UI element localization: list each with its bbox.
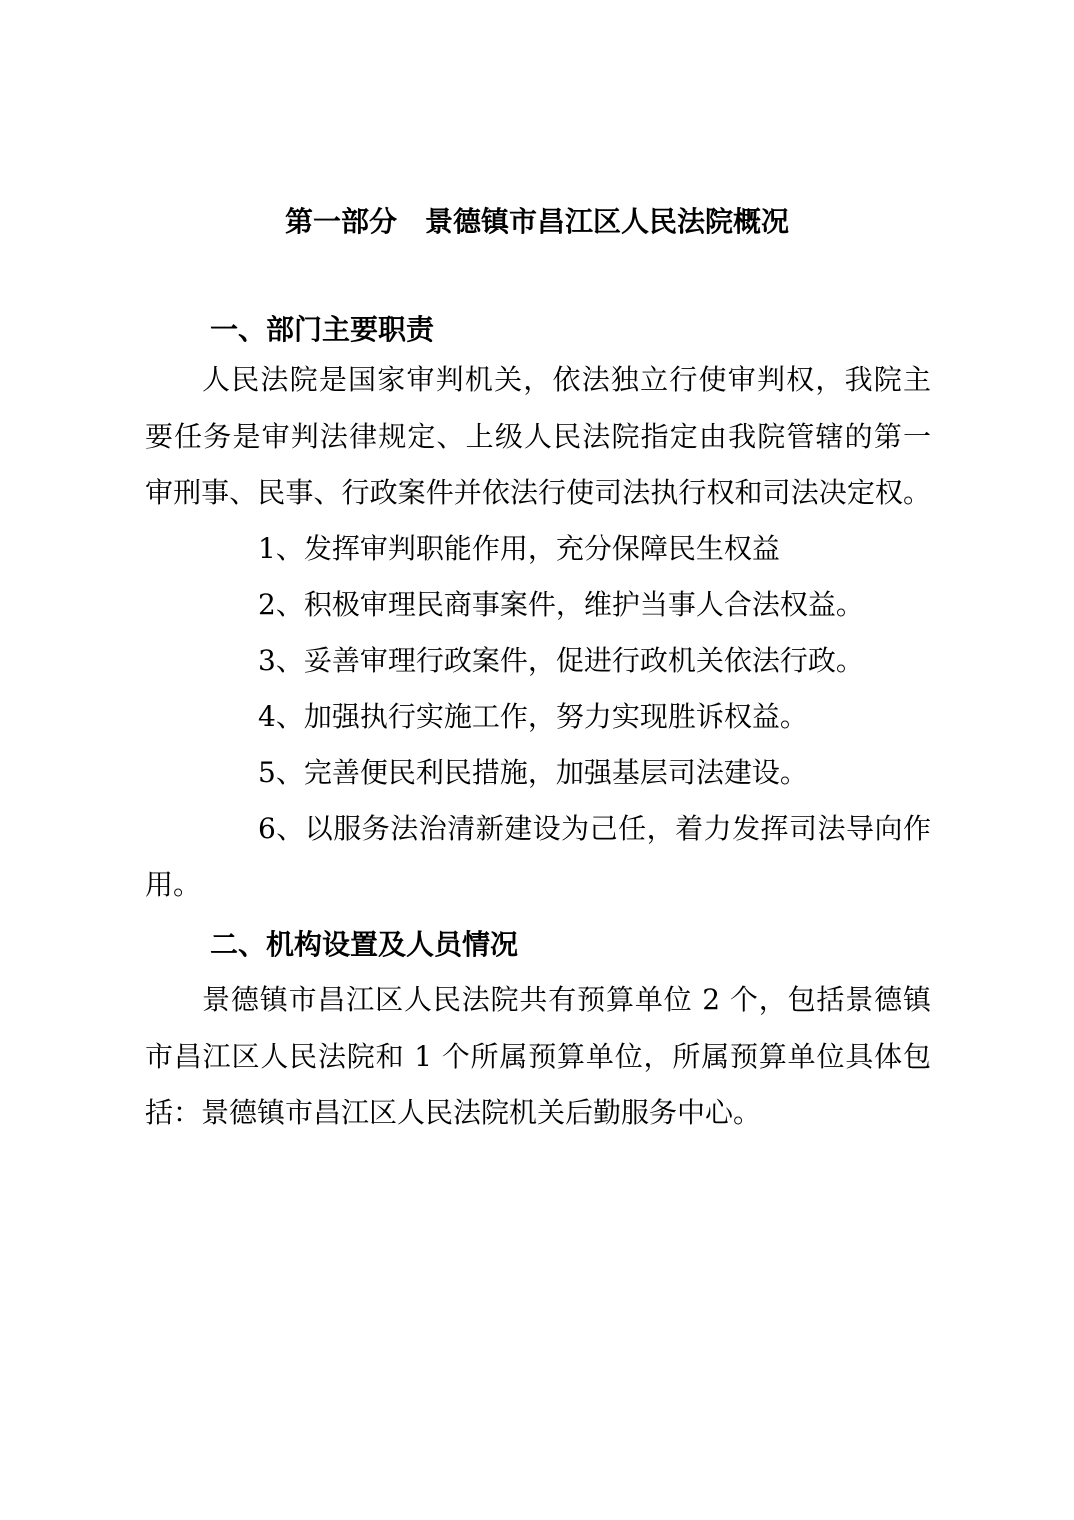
paragraph-line: 要任务是审判法律规定、上级人民法院指定由我院管辖的第一 [145,420,931,453]
paragraph-line: 市昌江区人民法院和 1 个所属预算单位，所属预算单位具体包 [145,1040,931,1073]
list-item-continuation: 用。 [145,868,202,901]
section1-heading: 一、部门主要职责 [210,313,435,346]
list-item: 5、完善便民利民措施，加强基层司法建设。 [258,756,808,789]
list-item: 6、以服务法治清新建设为己任，着力发挥司法导向作 [258,812,931,845]
section2-heading: 二、机构设置及人员情况 [210,928,519,961]
paragraph-line: 人民法院是国家审判机关，依法独立行使审判权，我院主 [202,363,931,396]
list-item: 3、妥善审理行政案件，促进行政机关依法行政。 [258,644,864,677]
list-item: 1、发挥审判职能作用，充分保障民生权益 [258,532,780,565]
paragraph-line: 景德镇市昌江区人民法院共有预算单位 2 个，包括景德镇 [202,983,931,1016]
paragraph-line: 审刑事、民事、行政案件并依法行使司法执行权和司法决定权。 [145,476,931,509]
list-item: 4、加强执行实施工作，努力实现胜诉权益。 [258,700,808,733]
document-title: 第一部分 景德镇市昌江区人民法院概况 [284,205,789,238]
paragraph-line: 括：景德镇市昌江区人民法院机关后勤服务中心。 [145,1096,762,1129]
list-item: 2、积极审理民商事案件，维护当事人合法权益。 [258,588,864,621]
